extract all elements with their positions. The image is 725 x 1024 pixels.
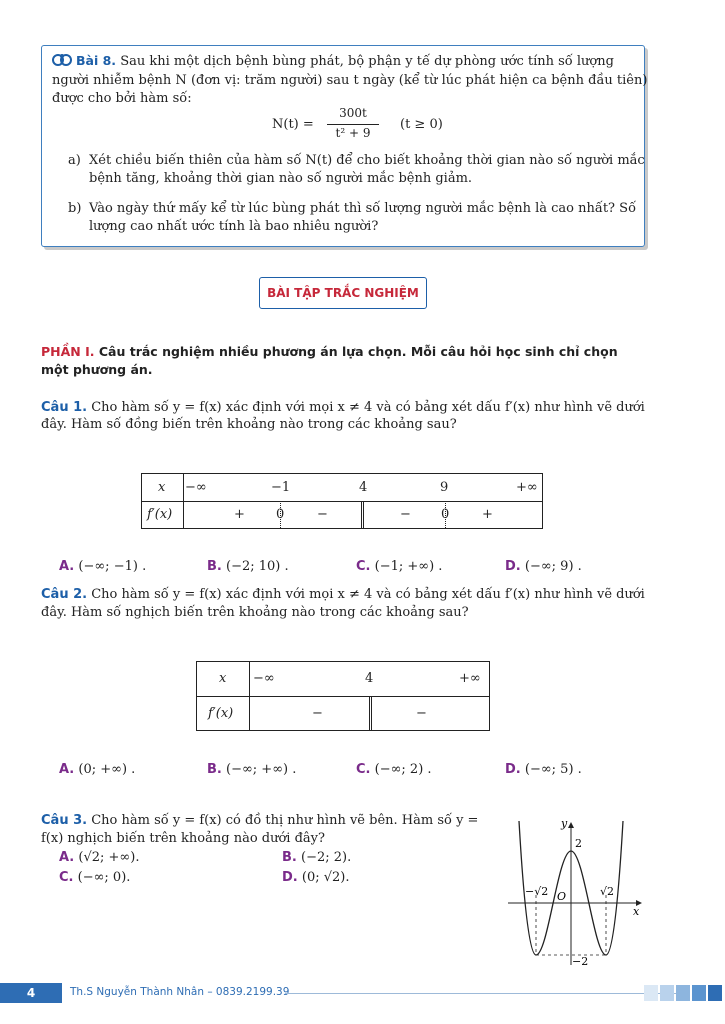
footer-decoration	[692, 985, 706, 1001]
question-text: Cho hàm số y = f(x) có đồ thị như hình vẽ bên. Hàm số y =	[91, 813, 479, 828]
axis-label-x: x	[633, 905, 640, 918]
answer-option[interactable]	[282, 850, 351, 865]
answer-option[interactable]	[207, 559, 289, 574]
table-sign: −	[312, 706, 323, 721]
answer-option[interactable]	[59, 850, 139, 865]
table-head-fprime: f′(x)	[208, 706, 234, 721]
table-sign: 0	[441, 507, 450, 522]
section-title: BÀI TẬP TRẮC NGHIỆM	[259, 277, 427, 309]
option-key: B.	[207, 762, 222, 777]
option-text: (−∞; −1) .	[78, 559, 147, 574]
option-key: A.	[59, 559, 75, 574]
footer-author: Th.S Nguyễn Thành Nhân – 0839.2199.39	[70, 986, 290, 998]
table-sign: +	[482, 507, 493, 522]
exercise-text: được cho bởi hàm số:	[52, 91, 192, 106]
table-x-value: 4	[359, 480, 368, 495]
option-text: (−∞; 2) .	[374, 762, 432, 777]
question-text: đây. Hàm số nghịch biến trên khoảng nào trong các khoảng sau?	[41, 605, 469, 620]
part-b-text: lượng cao nhất ước tính là bao nhiêu người?	[89, 219, 379, 234]
question-label: Câu 2.	[41, 587, 88, 602]
part-label: PHẦN I.	[41, 344, 95, 359]
formula-numerator: 300t	[339, 106, 367, 120]
table-x-value: 4	[365, 671, 374, 686]
part-b-label: b)	[68, 201, 82, 216]
option-text: (−∞; 0).	[77, 870, 131, 885]
answer-option[interactable]	[207, 762, 296, 777]
puzzle-icon	[52, 52, 72, 68]
option-text: (−1; +∞) .	[374, 559, 443, 574]
exercise-text: người nhiễm bệnh N (đơn vị: trăm người) sau t ngày (kể từ lúc phát hiện ca bệnh đầu tiên)	[52, 73, 648, 88]
table-sign: 0	[276, 507, 285, 522]
answer-option[interactable]	[356, 559, 442, 574]
table-sign: −	[416, 706, 427, 721]
option-key: D.	[282, 870, 298, 885]
tick-label: −2	[572, 955, 589, 968]
option-key: C.	[356, 762, 371, 777]
footer-decoration	[708, 985, 722, 1001]
option-text: (−∞; +∞) .	[226, 762, 297, 777]
page-number: 4	[0, 983, 62, 1003]
option-text: (−∞; 5) .	[524, 762, 582, 777]
tick-label: √2	[600, 885, 615, 898]
tick-label: 2	[575, 837, 582, 850]
sign-table	[196, 661, 490, 731]
footer-decoration	[660, 985, 674, 1001]
option-key: D.	[505, 762, 521, 777]
formula-denominator: t² + 9	[335, 126, 371, 140]
tick-label: −√2	[525, 885, 549, 898]
part-a-text: Xét chiều biến thiên của hàm số N(t) để cho biết khoảng thời gian nào số người mắc	[89, 153, 645, 168]
answer-option[interactable]	[59, 762, 135, 777]
part-heading: Câu trắc nghiệm nhiều phương án lựa chọn. Mỗi câu hỏi học sinh chỉ chọn	[98, 344, 618, 359]
answer-option[interactable]	[505, 762, 582, 777]
part-heading: một phương án.	[41, 362, 153, 377]
exercise-text: Sau khi một dịch bệnh bùng phát, bộ phận y tế dự phòng ước tính số lượng	[120, 54, 614, 69]
question-label: Câu 3.	[41, 813, 88, 828]
question-text: f(x) nghịch biến trên khoảng nào dưới đây?	[41, 831, 325, 846]
option-key: B.	[207, 559, 222, 574]
table-x-value: +∞	[516, 480, 538, 495]
table-head-x: x	[158, 480, 166, 495]
table-sign: +	[234, 507, 245, 522]
option-text: (0; √2).	[301, 870, 350, 885]
option-text: (−∞; 9) .	[524, 559, 582, 574]
footer-decoration	[644, 985, 658, 1001]
option-key: A.	[59, 762, 75, 777]
question-label: Câu 1.	[41, 400, 88, 415]
table-x-value: 9	[440, 480, 449, 495]
answer-option[interactable]	[59, 870, 130, 885]
table-x-value: −∞	[253, 671, 275, 686]
table-x-value: −∞	[185, 480, 207, 495]
footer-divider	[285, 993, 685, 994]
origin-label: O	[557, 890, 567, 903]
question-text: đây. Hàm số đồng biến trên khoảng nào trong các khoảng sau?	[41, 417, 457, 432]
table-head-fprime: f′(x)	[147, 507, 173, 522]
part-b-text: Vào ngày thứ mấy kể từ lúc bùng phát thì số lượng người mắc bệnh là cao nhất? Số	[89, 201, 637, 216]
table-sign: −	[317, 507, 328, 522]
function-graph	[503, 815, 648, 970]
exercise-box	[41, 45, 648, 247]
answer-option[interactable]	[59, 559, 146, 574]
footer-decoration	[676, 985, 690, 1001]
option-key: B.	[282, 850, 297, 865]
part-a-text: bệnh tăng, khoảng thời gian nào số người mắc bệnh giảm.	[89, 171, 473, 186]
exercise-title: Bài 8.	[76, 53, 117, 68]
table-x-value: −1	[271, 480, 291, 495]
option-text: (−2; 2).	[301, 850, 352, 865]
answer-option[interactable]	[505, 559, 582, 574]
question-text: Cho hàm số y = f(x) xác định với mọi x ≠ 4 và có bảng xét dấu f′(x) như hình vẽ dưới	[91, 587, 645, 602]
option-key: A.	[59, 850, 75, 865]
table-head-x: x	[219, 671, 227, 686]
option-text: (0; +∞) .	[78, 762, 136, 777]
sign-table	[141, 473, 543, 529]
axis-label-y: y	[561, 817, 568, 830]
question-text: Cho hàm số y = f(x) xác định với mọi x ≠ 4 và có bảng xét dấu f′(x) như hình vẽ dưới	[91, 400, 645, 415]
option-key: C.	[356, 559, 371, 574]
option-text: (−2; 10) .	[226, 559, 289, 574]
answer-option[interactable]	[282, 870, 350, 885]
formula-condition: (t ≥ 0)	[400, 117, 443, 132]
option-key: D.	[505, 559, 521, 574]
part-a-label: a)	[68, 153, 81, 168]
answer-option[interactable]	[356, 762, 432, 777]
option-key: C.	[59, 870, 74, 885]
formula-lhs: N(t) =	[272, 117, 314, 132]
table-sign: −	[400, 507, 411, 522]
option-text: (√2; +∞).	[78, 850, 140, 865]
table-x-value: +∞	[459, 671, 481, 686]
